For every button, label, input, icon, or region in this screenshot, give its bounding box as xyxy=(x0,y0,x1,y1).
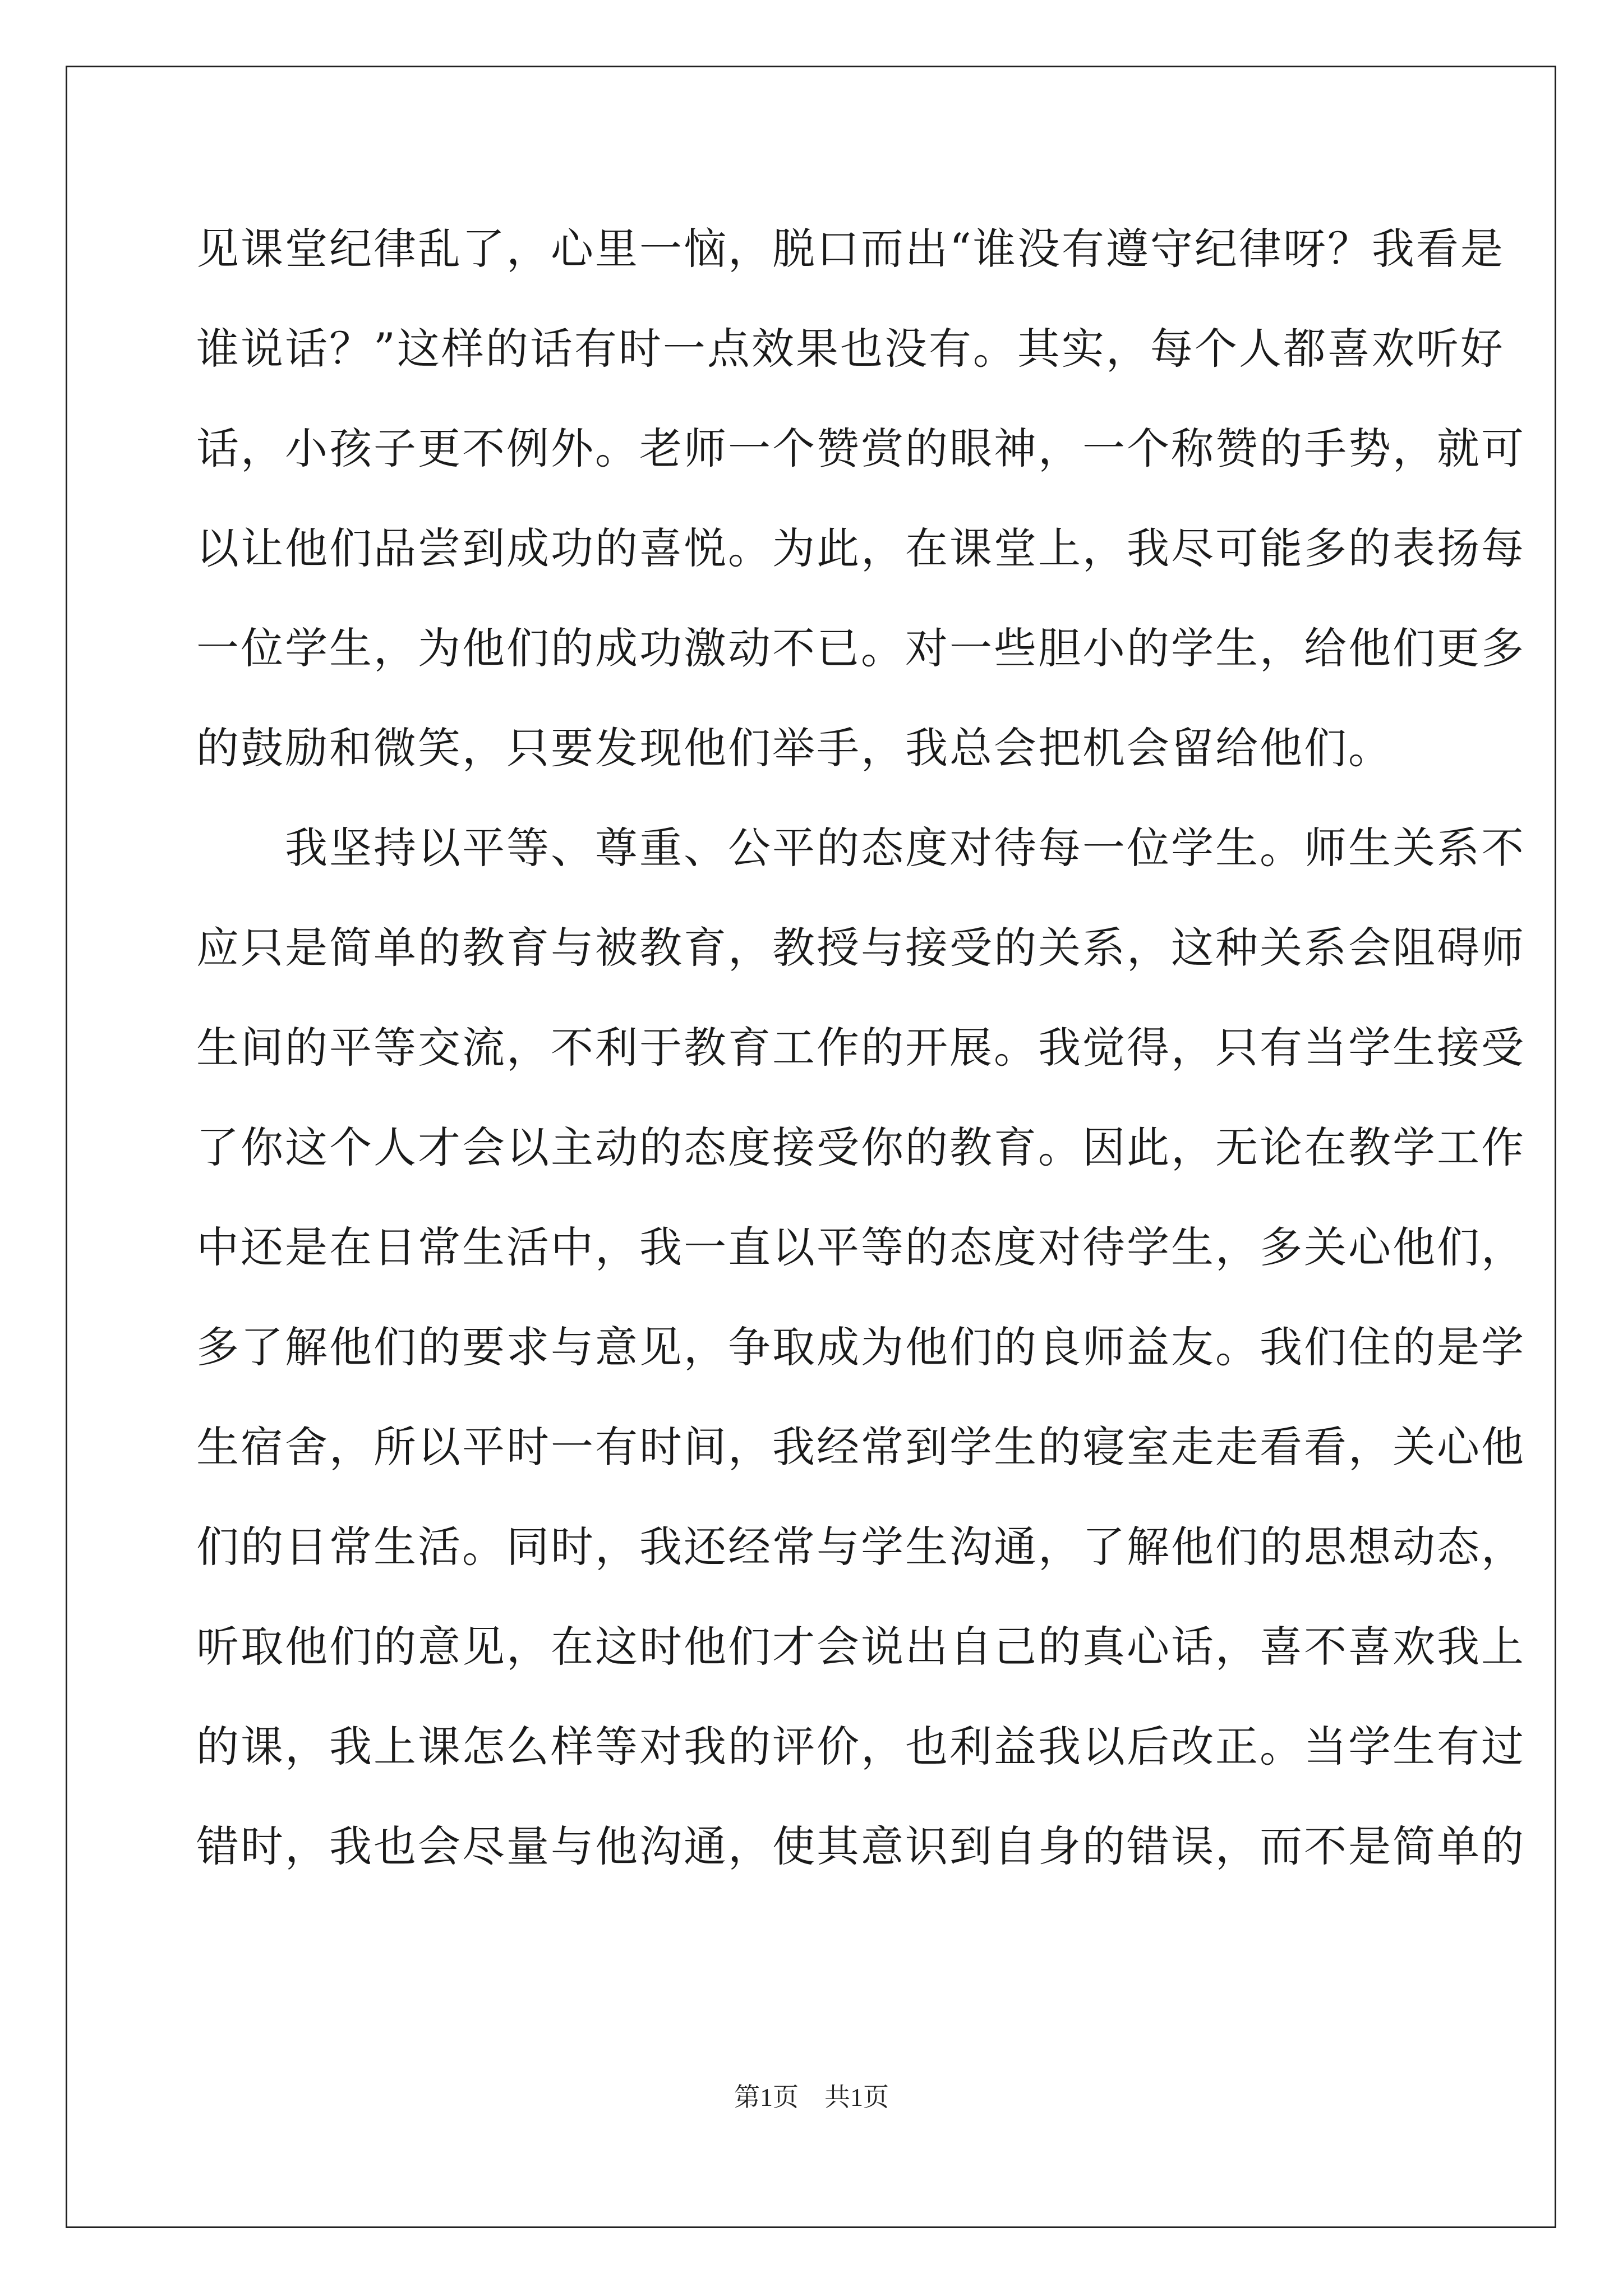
text-line: 多了解他们的要求与意见，争取成为他们的良师益友。我们住的是学 xyxy=(196,1322,1525,1372)
text-line: 了你这个人才会以主动的态度接受你的教育。因此，无论在教学工作 xyxy=(196,1122,1525,1172)
text-line: 听取他们的意见，在这时他们才会说出自己的真心话，喜不喜欢我上 xyxy=(196,1622,1525,1672)
text-line: 见课堂纪律乱了，心里一恼，脱口而出“谁没有遵守纪律呀？我看是 xyxy=(196,224,1505,274)
text-line: 以让他们品尝到成功的喜悦。为此，在课堂上，我尽可能多的表扬每 xyxy=(196,523,1525,573)
page-number-footer: 第1页 共1页 xyxy=(734,2083,889,2111)
text-line: 们的日常生活。同时，我还经常与学生沟通，了解他们的思想动态， xyxy=(196,1522,1525,1572)
text-line: 应只是简单的教育与被教育，教授与接受的关系，这种关系会阻碍师 xyxy=(196,923,1525,973)
text-line: 错时，我也会尽量与他沟通，使其意识到自身的错误，而不是简单的 xyxy=(196,1821,1525,1871)
text-line: 的鼓励和微笑，只要发现他们举手，我总会把机会留给他们。 xyxy=(196,723,1393,773)
document-body xyxy=(196,199,1525,1897)
text-line: 话，小孩子更不例外。老师一个赞赏的眼神，一个称赞的手势，就可 xyxy=(196,424,1525,473)
text-line: 的课，我上课怎么样等对我的评价，也利益我以后改正。当学生有过 xyxy=(196,1722,1525,1772)
text-line: 生间的平等交流，不利于教育工作的开展。我觉得，只有当学生接受 xyxy=(196,1023,1525,1073)
text-line: 生宿舍，所以平时一有时间，我经常到学生的寝室走走看看，关心他 xyxy=(196,1422,1525,1472)
text-line: 我坚持以平等、尊重、公平的态度对待每一位学生。师生关系不 xyxy=(196,823,1525,873)
text-line: 中还是在日常生活中，我一直以平等的态度对待学生，多关心他们， xyxy=(196,1222,1525,1272)
text-line: 一位学生，为他们的成功激动不已。对一些胆小的学生，给他们更多 xyxy=(196,623,1525,673)
text-line: 谁说话？”这样的话有时一点效果也没有。其实，每个人都喜欢听好 xyxy=(196,324,1505,374)
